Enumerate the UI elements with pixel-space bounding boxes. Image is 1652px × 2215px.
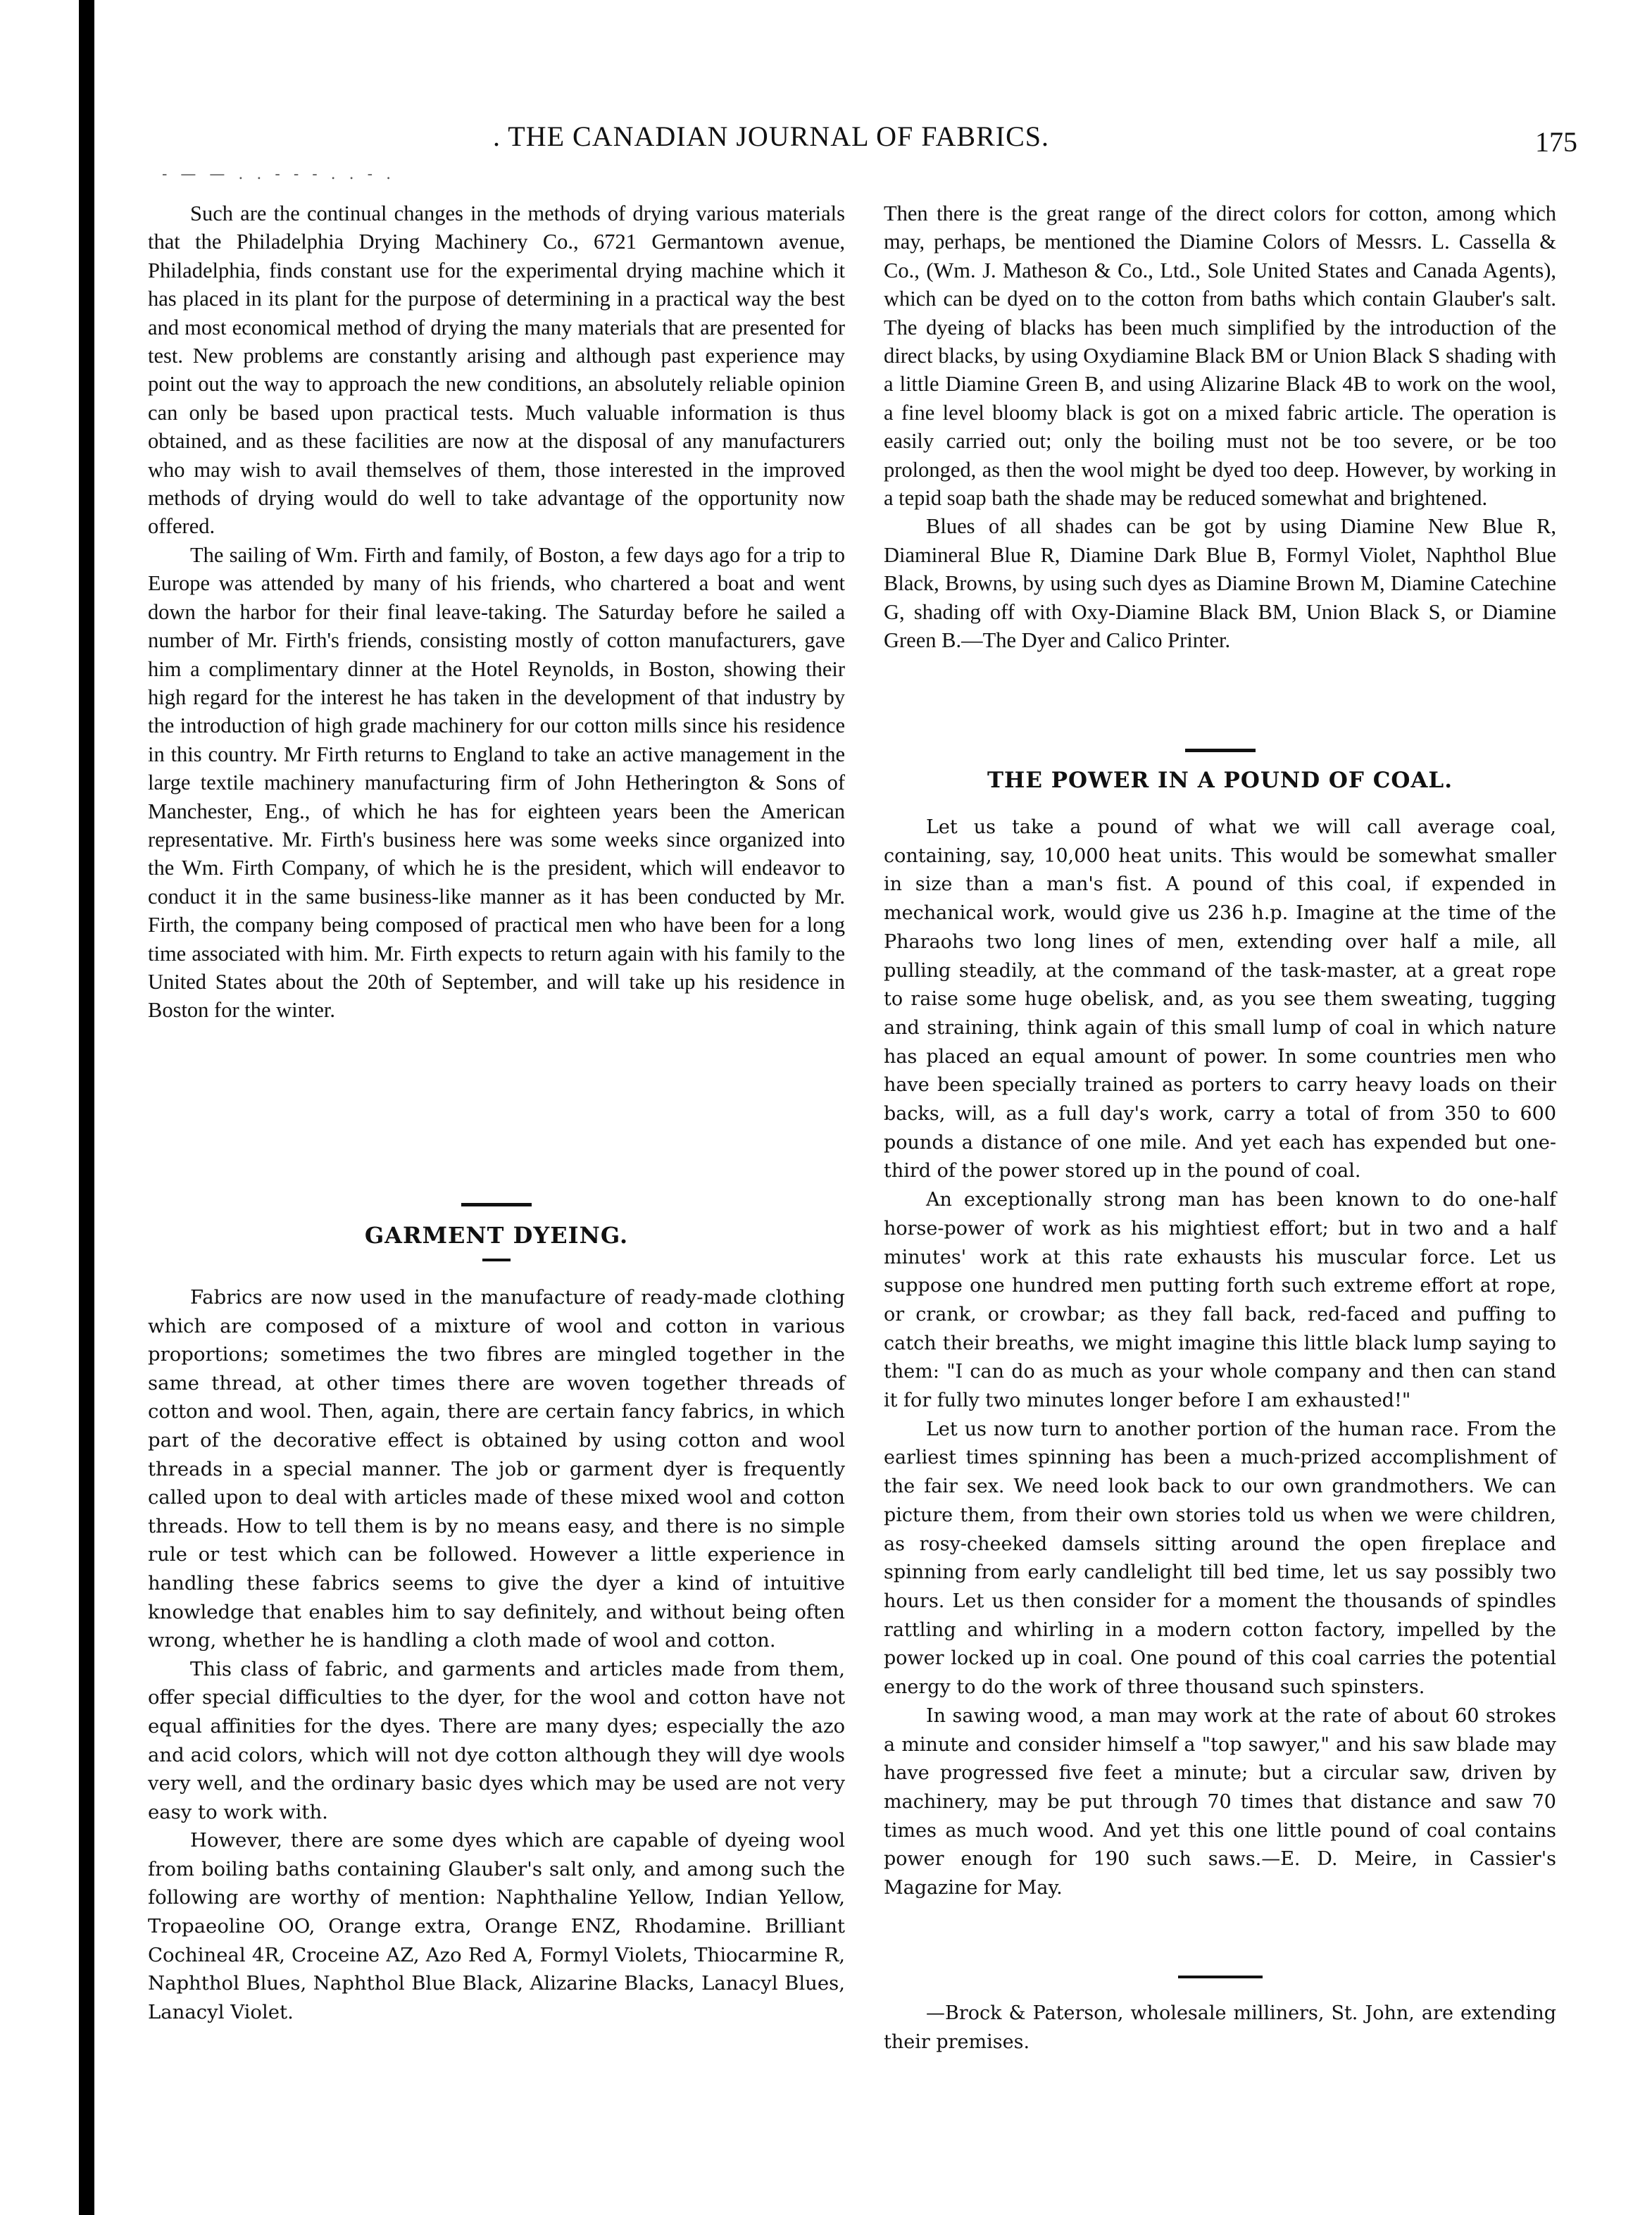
direct-colors-paragraph: Then there is the great range of the direct colors for cotton, among which may, perhaps, be mentioned the Diamine Colors of Messrs. L. Cassella & Co., (Wm. J. Matheson & Co., Ltd., Sole United States and Canada Agents), which can be dyed on to the cotton from baths which contain Glauber's salt. The dyeing of blacks has been much simplified by the introduction of the direct blacks, by using Oxydiamine Black BM or Union Black S shading with a little Diamine Green B, and using Alizarine Black 4B to work on the wool, a fine level bloomy black is got on a mixed fabric article. The operation is easily carried out; only the boiling must not be too severe, or be too prolonged, as then the wool might be dyed too deep. However, by working in a tepid soap bath the shade may be reduced somewhat and brightened. bbox=[884, 201, 1556, 511]
article-wm-firth: The sailing of Wm. Firth and family, of Boston, a few days ago for a trip to Europe was attended by many of his friends, who chartered a boat and went down the harbor for their final leave-taking. The Saturday before he sailed a number of Mr. Firth's friends, consisting mostly of cotton manufacturers, gave him a complimentary dinner at the Hotel Reynolds, in Boston, showing their high regard for the interest he has taken in the development of that industry by the introduction of high grade machinery for our cotton mills since his residence in this country. Mr Firth returns to England to take an active management in the large textile machinery manufacturing firm of John Hetherington & Sons of Manchester, Eng., of which he has for eighteen years been the American representative. Mr. Firth's business here was some weeks since organized into the Wm. Firth Company, of which he is the president, which will endeavor to conduct it in the same business-like manner as it has been conducted by Mr. Firth, the company being composed of practical men who have been for a long time associated with him. Mr. Firth expects to return again with his family to the United States about the 20th of September, and will take up his residence in Boston for the winter. bbox=[148, 542, 845, 1023]
garment-paragraph-3: However, there are some dyes which are capable of dyeing wool from boiling baths containing Glauber's salt only, and among such the following are worthy of mention: Naphthaline Yellow, Indian Yellow, Tropaeoline OO, Orange extra, Orange ENZ, Rhodamine. Brilliant Cochineal 4R, Croceine AZ, Azo Red A, Formyl Violets, Thiocarmine R, Naphthol Blues, Naphthol Blue Black, Alizarine Blacks, Lanacyl Blues, Lanacyl Violet. bbox=[148, 1829, 845, 2023]
print-specks: - — — . . - - - . . - . bbox=[162, 166, 396, 183]
heading-top-rule bbox=[461, 1203, 532, 1206]
coal-paragraph-3: Let us now turn to another portion of the human race. From the earliest times spinning has been a much-prized accomplishment of the fair sex. We need look back to our own grandmothers. We can picture them, from their own stories told us when we were children, as rosy-cheeked damsels sitting around the open fireplace and spinning from early candlelight till bed time, let us say possibly two hours. Let us then consider for a moment the thousands of spindles rattling and whirling in a modern cotton factory, impelled by the power locked up in coal. One pound of this coal carries the potential energy to do the work of three thousand such spinsters. bbox=[884, 1418, 1556, 1699]
right-column-top bbox=[884, 199, 1556, 655]
closing-note-block bbox=[884, 1976, 1556, 2057]
heading-bottom-rule bbox=[482, 1259, 511, 1261]
running-head: . THE CANADIAN JOURNAL OF FABRICS. bbox=[493, 120, 1049, 152]
section-heading-power-in-coal: THE POWER IN A POUND OF COAL. bbox=[987, 768, 1453, 793]
garment-paragraph-2: This class of fabric, and garments and articles made from them, offer special difficulties to the dyer, for the wool and cotton have not equal affinities for the dyes. There are many dyes; especially the azo and acid colors, which will not dye cotton although they will dye wools very well, and the ordinary basic dyes which may be used are not very easy to work with. bbox=[148, 1657, 845, 1823]
garment-dyeing-article bbox=[148, 1283, 845, 2026]
coal-paragraph-2: An exceptionally strong man has been known to do one-half horse-power of work as his mightiest effort; but in two and a half minutes' work at this rate exhausts his muscular force. Let us suppose one hundred men putting forth such extreme effort at rope, or crank, or crowbar; as they fall back, red-faced and puffing to catch their breaths, we might imagine this little black lump saying to them: "I can do as much as your whole company and then can stand it for fully two minutes longer before I am exhausted!" bbox=[884, 1189, 1556, 1412]
left-column bbox=[148, 199, 845, 1025]
binding-edge bbox=[79, 0, 94, 2215]
garment-paragraph-1: Fabrics are now used in the manufacture of ready-made clothing which are composed of a mixture of wool and cotton in various proportions; sometimes the two fibres are mingled together in the same thread, at other times there are woven together threads of cotton and wool. Then, again, there are certain fancy fabrics, in which part of the decorative effect is obtained by using cotton and wool threads in a special manner. The job or garment dyer is frequently called upon to deal with articles made of these mixed wool and cotton threads. How to tell them is by no means easy, and there is no simple rule or test which can be followed. However a little experience in handling these fabrics seems to give the dyer a kind of intuitive knowledge that enables him to say definitely, and without being often wrong, whether he is handling a cloth made of wool and cotton. bbox=[148, 1286, 845, 1652]
coal-article bbox=[884, 813, 1556, 1903]
closing-rule bbox=[1178, 1976, 1263, 1978]
coal-paragraph-4: In sawing wood, a man may work at the rate of about 60 strokes a minute and consider himself a "top sawyer," and his saw blade may have progressed five feet a minute; but a circular saw, driven by machinery, may be put through 70 times that distance and saw 70 times as much wood. And yet this one little pound of coal contains power enough for 190 such saws.—E. D. Meire, in Cassier's Magazine for May. bbox=[884, 1704, 1556, 1899]
section-heading-garment-dyeing: GARMENT DYEING. bbox=[364, 1222, 629, 1249]
garment-heading-block bbox=[148, 1203, 845, 1261]
coal-paragraph-1: Let us take a pound of what we will call average coal, containing, say, 10,000 heat units. This would be somewhat smaller in size than a man's fist. A pound of this coal, if expended in mechanical work, would give us 236 h.p. Imagine at the time of the Pharaohs two long lines of men, extending over half a mile, all pulling steadily, at the command of the task-master, at a great rope to raise some huge obelisk, and, as you see them sweating, tugging and straining, think again of this small lump of coal in which nature has placed an equal amount of power. In some countries men who have been specially trained as porters to carry heavy loads on their backs, will, as a full day's work, carry a total of from 350 to 600 pounds a distance of one mile. And yet each has expended but one-third of the power stored up in the pound of coal. bbox=[884, 816, 1556, 1183]
article-drying-machinery: Such are the continual changes in the methods of drying various materials that the Philadelphia Drying Machinery Co., 6721 Germantown avenue, Philadelphia, finds constant use for the experimental drying machine which it has placed in its plant for the purpose of determining in a practical way the best and most economical method of drying the many materials that are presented for test. New problems are constantly arising and although past experience may point out the way to approach the new conditions, an absolutely reliable opinion can only be based upon practical tests. Much valuable information is thus obtained, and as these facilities are now at the disposal of any manufacturers who may wish to avail themselves of them, those interested in the improved methods of drying would do well to take advantage of the opportunity now offered. bbox=[148, 201, 845, 539]
closing-note: —Brock & Paterson, wholesale milliners, St. John, are extending their premises. bbox=[884, 2002, 1556, 2053]
heading-top-rule bbox=[1185, 749, 1256, 752]
coal-heading-block bbox=[884, 749, 1556, 793]
blues-paragraph: Blues of all shades can be got by using Diamine New Blue R, Diamineral Blue R, Diamine Dark Blue B, Formyl Violet, Naphthol Blue Black, Browns, by using such dyes as Diamine Brown M, Diamine Catechine G, shading off with Oxy-Diamine Black BM, Union Black S, or Diamine Green B.—The Dyer and Calico Printer. bbox=[884, 514, 1556, 653]
page-number: 175 bbox=[1535, 126, 1577, 158]
